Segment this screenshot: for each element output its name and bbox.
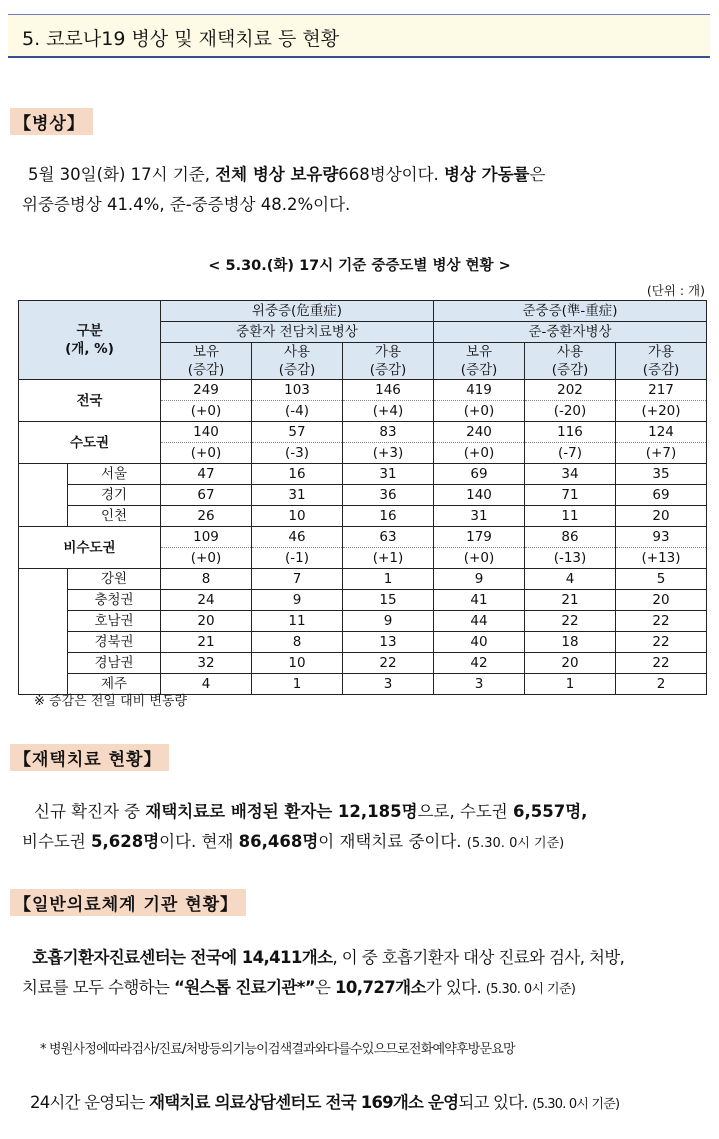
table-cell: (-7): [525, 443, 616, 464]
table-cell: 124: [616, 422, 707, 443]
table-cell: (+4): [343, 401, 434, 422]
group1-subheader: 중환자 전담치료병상: [161, 322, 434, 343]
row-label: 비수도권: [19, 527, 161, 569]
col-header: 보유 (증감): [434, 343, 525, 380]
table-cell: 8: [252, 632, 343, 653]
table-cell: (+0): [434, 443, 525, 464]
table-cell: 146: [343, 380, 434, 401]
table-cell: 22: [616, 611, 707, 632]
table-cell: 13: [343, 632, 434, 653]
table-cell: 16: [252, 464, 343, 485]
row-label: 경기: [68, 485, 161, 506]
table-cell: 63: [343, 527, 434, 548]
table-cell: 47: [161, 464, 252, 485]
beds-paragraph: 5월 30일(화) 17시 기준, 전체 병상 보유량668병상이다. 병상 가동률은 위중증병상 41.4%, 준-중증병상 48.2%이다.: [22, 165, 546, 214]
table-cell: 8: [161, 569, 252, 590]
table-cell: 57: [252, 422, 343, 443]
table-cell: 202: [525, 380, 616, 401]
table-cell: 240: [434, 422, 525, 443]
table-cell: 34: [525, 464, 616, 485]
group1-header: 위중증(危重症): [161, 301, 434, 322]
table-cell: 7: [252, 569, 343, 590]
table-cell: (-4): [252, 401, 343, 422]
table-cell: (+13): [616, 548, 707, 569]
table-cell: 42: [434, 653, 525, 674]
center-paragraph: 24시간 운영되는 재택치료 의료상담센터도 전국 169개소 운영되고 있다. (5.30. 0시 기준): [30, 1093, 620, 1112]
title-box: [8, 14, 710, 58]
table-cell: 103: [252, 380, 343, 401]
table-cell: (+20): [616, 401, 707, 422]
table-cell: 24: [161, 590, 252, 611]
row-label: 강원: [68, 569, 161, 590]
table-cell: 71: [525, 485, 616, 506]
table-cell: 26: [161, 506, 252, 527]
row-label: 인천: [68, 506, 161, 527]
col-header: 보유 (증감): [161, 343, 252, 380]
blank-cell: [19, 464, 68, 527]
table-cell: 31: [434, 506, 525, 527]
row-label: 수도권: [19, 422, 161, 464]
col-header: 사용 (증감): [252, 343, 343, 380]
table-cell: 140: [434, 485, 525, 506]
table-cell: 83: [343, 422, 434, 443]
table-cell: 4: [525, 569, 616, 590]
group2-subheader: 준-중환자병상: [434, 322, 707, 343]
table-cell: 1: [252, 674, 343, 695]
table-cell: 3: [434, 674, 525, 695]
table-cell: 9: [252, 590, 343, 611]
table-cell: 41: [434, 590, 525, 611]
table-cell: 140: [161, 422, 252, 443]
table-cell: 21: [525, 590, 616, 611]
table-cell: 116: [525, 422, 616, 443]
table-cell: 3: [343, 674, 434, 695]
table-cell: 93: [616, 527, 707, 548]
table-cell: (-13): [525, 548, 616, 569]
table-cell: (+3): [343, 443, 434, 464]
group2-header: 준중증(準-重症): [434, 301, 707, 322]
table-cell: (+0): [161, 443, 252, 464]
table-cell: (+0): [161, 401, 252, 422]
table-cell: 11: [252, 611, 343, 632]
col-header: 사용 (증감): [525, 343, 616, 380]
table-cell: 32: [161, 653, 252, 674]
page-title: 5. 코로나19 병상 및 재택치료 등 현황: [22, 28, 340, 50]
table-cell: 22: [616, 632, 707, 653]
table-cell: (-3): [252, 443, 343, 464]
table-cell: 179: [434, 527, 525, 548]
table-cell: 249: [161, 380, 252, 401]
table-cell: 10: [252, 653, 343, 674]
table-cell: 31: [252, 485, 343, 506]
table-cell: 86: [525, 527, 616, 548]
table-cell: (+1): [343, 548, 434, 569]
row-label: 경남권: [68, 653, 161, 674]
table-cell: (+0): [434, 548, 525, 569]
general-paragraph: 호흡기환자진료센터는 전국에 14,411개소, 이 중 호흡기환자 대상 진료와 검사, 처방, 치료를 모두 수행하는 “원스톱 진료기관*”은 10,727개소가 있다. (5.30. 0시 기준): [22, 948, 625, 997]
table-cell: 20: [616, 590, 707, 611]
table-cell: (+0): [434, 401, 525, 422]
table-cell: 35: [616, 464, 707, 485]
table-cell: 22: [525, 611, 616, 632]
table-cell: 15: [343, 590, 434, 611]
table-cell: 69: [616, 485, 707, 506]
table-cell: 9: [434, 569, 525, 590]
col-header: 가용 (증감): [616, 343, 707, 380]
table-cell: 2: [616, 674, 707, 695]
general-heading: 【일반의료체계 기관 현황】: [10, 889, 246, 916]
table-cell: 1: [343, 569, 434, 590]
table-cell: 217: [616, 380, 707, 401]
table-cell: 1: [525, 674, 616, 695]
row-label: 충청권: [68, 590, 161, 611]
home-heading: 【재택치료 현황】: [10, 744, 169, 771]
corner-header: 구분 (개, %): [19, 301, 161, 380]
table-cell: 36: [343, 485, 434, 506]
table-cell: 40: [434, 632, 525, 653]
table-cell: 5: [616, 569, 707, 590]
col-header: 가용 (증감): [343, 343, 434, 380]
row-label: 전국: [19, 380, 161, 422]
table-cell: 9: [343, 611, 434, 632]
table-cell: (+7): [616, 443, 707, 464]
bed-status-table: [18, 300, 707, 695]
table-cell: 18: [525, 632, 616, 653]
row-label: 호남권: [68, 611, 161, 632]
row-label: 경북권: [68, 632, 161, 653]
table-cell: 20: [161, 611, 252, 632]
table-cell: 11: [525, 506, 616, 527]
table-cell: 46: [252, 527, 343, 548]
blank-cell: [19, 569, 68, 695]
table-cell: 69: [434, 464, 525, 485]
row-label: 제주: [68, 674, 161, 695]
table-cell: 4: [161, 674, 252, 695]
table-cell: 31: [343, 464, 434, 485]
table-note: ※ 증감은 전일 대비 변동량: [34, 694, 188, 709]
table-caption: < 5.30.(화) 17시 기준 중증도별 병상 현황 >: [208, 258, 511, 274]
table-cell: 44: [434, 611, 525, 632]
table-cell: (-1): [252, 548, 343, 569]
table-cell: (+0): [161, 548, 252, 569]
footnote: * 병원사정에따라검사/진료/처방등의기능이검색결과와다를수있으므로전화예약후방문요망: [40, 1042, 515, 1057]
table-cell: 20: [525, 653, 616, 674]
table-cell: 109: [161, 527, 252, 548]
table-cell: 22: [343, 653, 434, 674]
table-cell: 21: [161, 632, 252, 653]
table-cell: (-20): [525, 401, 616, 422]
table-cell: 67: [161, 485, 252, 506]
table-cell: 16: [343, 506, 434, 527]
table-cell: 20: [616, 506, 707, 527]
table-unit: (단위 : 개): [646, 283, 705, 298]
home-paragraph: 신규 확진자 중 재택치료로 배정된 환자는 12,185명으로, 수도권 6,557명, 비수도권 5,628명이다. 현재 86,468명이 재택치료 중이다. (5.30. 0시 기준): [22, 802, 588, 851]
table-cell: 10: [252, 506, 343, 527]
beds-heading: 【병상】: [10, 108, 93, 135]
table-cell: 22: [616, 653, 707, 674]
row-label: 서울: [68, 464, 161, 485]
table-cell: 419: [434, 380, 525, 401]
